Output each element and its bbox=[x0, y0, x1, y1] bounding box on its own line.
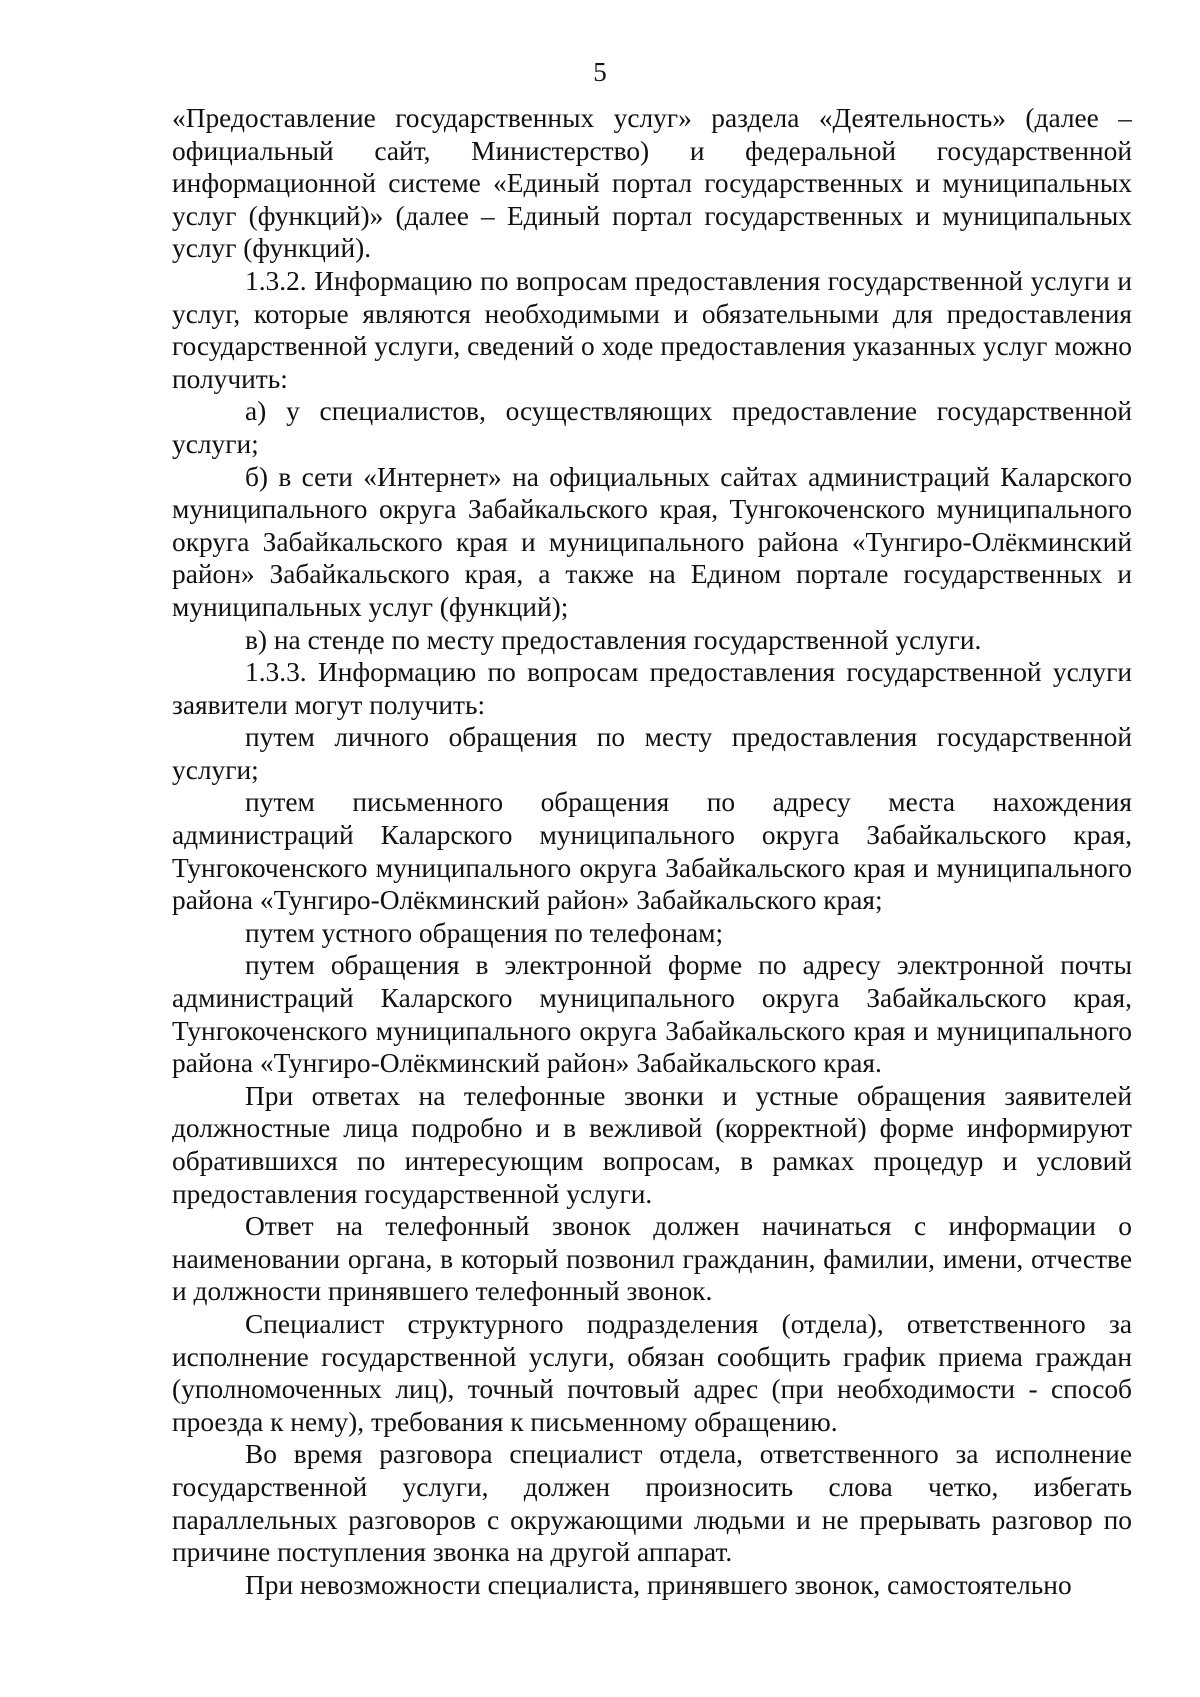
paragraph-phone-answers: При ответах на телефонные звонки и устные обращения заявителей должностные лица подробно и в вежливой (корректной) форме информируют обратившихся по интересующим вопросам, в рамках процедур и условий предоставления государственной услуги. bbox=[172, 1080, 1132, 1209]
page-number: 5 bbox=[593, 57, 607, 87]
paragraph-continued-next-page: При невозможности специалиста, принявшего звонок, самостоятельно bbox=[245, 1569, 1072, 1600]
paragraph-continuation: «Предоставление государственных услуг» раздела «Деятельность» (далее – официальный сайт, Министерство) и федеральной государственной информационной системе «Единый портал государственных и муниципальных услуг (функций)» (далее – Единый портал государственных и муниципальных услуг (функций). bbox=[172, 103, 1132, 264]
method-phone: путем устного обращения по телефонам; bbox=[245, 917, 724, 948]
method-written-request: путем письменного обращения по адресу места нахождения администраций Каларского муниципального округа Забайкальского края, Тунгокоченского муниципального округа Забайкальского края и муниципального района «Тунгиро-Олёкминский район» Забайкальского края; bbox=[172, 787, 1132, 916]
method-personal-visit: путем личного обращения по месту предоставления государственной услуги; bbox=[172, 722, 1132, 785]
document-body bbox=[172, 102, 1132, 1601]
paragraph-specialist-duties: Специалист структурного подразделения (отдела), ответственного за исполнение государственной услуги, обязан сообщить график приема граждан (уполномоченных лиц), точный почтовый адрес (при необходимости - способ проезда к нему), требования к письменному обращению. bbox=[172, 1308, 1132, 1437]
method-email: путем обращения в электронной форме по адресу электронной почты администраций Каларского муниципального округа Забайкальского края, Тунгокоченского муниципального округа Забайкальского края и муниципального района «Тунгиро-Олёкминский район» Забайкальского края. bbox=[172, 950, 1132, 1079]
paragraph-conversation-rules: Во время разговора специалист отдела, ответственного за исполнение государственной услуги, должен произносить слова четко, избегать параллельных разговоров с окружающими людьми и не прерывать разговор по причине поступления звонка на другой аппарат. bbox=[172, 1439, 1132, 1568]
list-item-b: б) в сети «Интернет» на официальных сайтах администраций Каларского муниципального округа Забайкальского края, Тунгокоченского муниципального округа Забайкальского края и муниципального района «Тунгиро-Олёкминский район» Забайкальского края, а также на Едином портале государственных и муниципальных услуг (функций); bbox=[172, 461, 1132, 622]
list-item-a: а) у специалистов, осуществляющих предоставление государственной услуги; bbox=[172, 396, 1132, 459]
paragraph-1-3-2: 1.3.2. Информацию по вопросам предоставления государственной услуги и услуг, которые являются необходимыми и обязательными для предоставления государственной услуги, сведений о ходе предоставления указанных услуг можно получить: bbox=[172, 265, 1132, 394]
paragraph-1-3-3: 1.3.3. Информацию по вопросам предоставления государственной услуги заявители могут получить: bbox=[172, 657, 1132, 720]
paragraph-call-response: Ответ на телефонный звонок должен начинаться с информации о наименовании органа, в который позвонил гражданин, фамилии, имени, отчестве и должности принявшего телефонный звонок. bbox=[172, 1211, 1132, 1307]
list-item-v: в) на стенде по месту предоставления государственной услуги. bbox=[245, 624, 982, 655]
